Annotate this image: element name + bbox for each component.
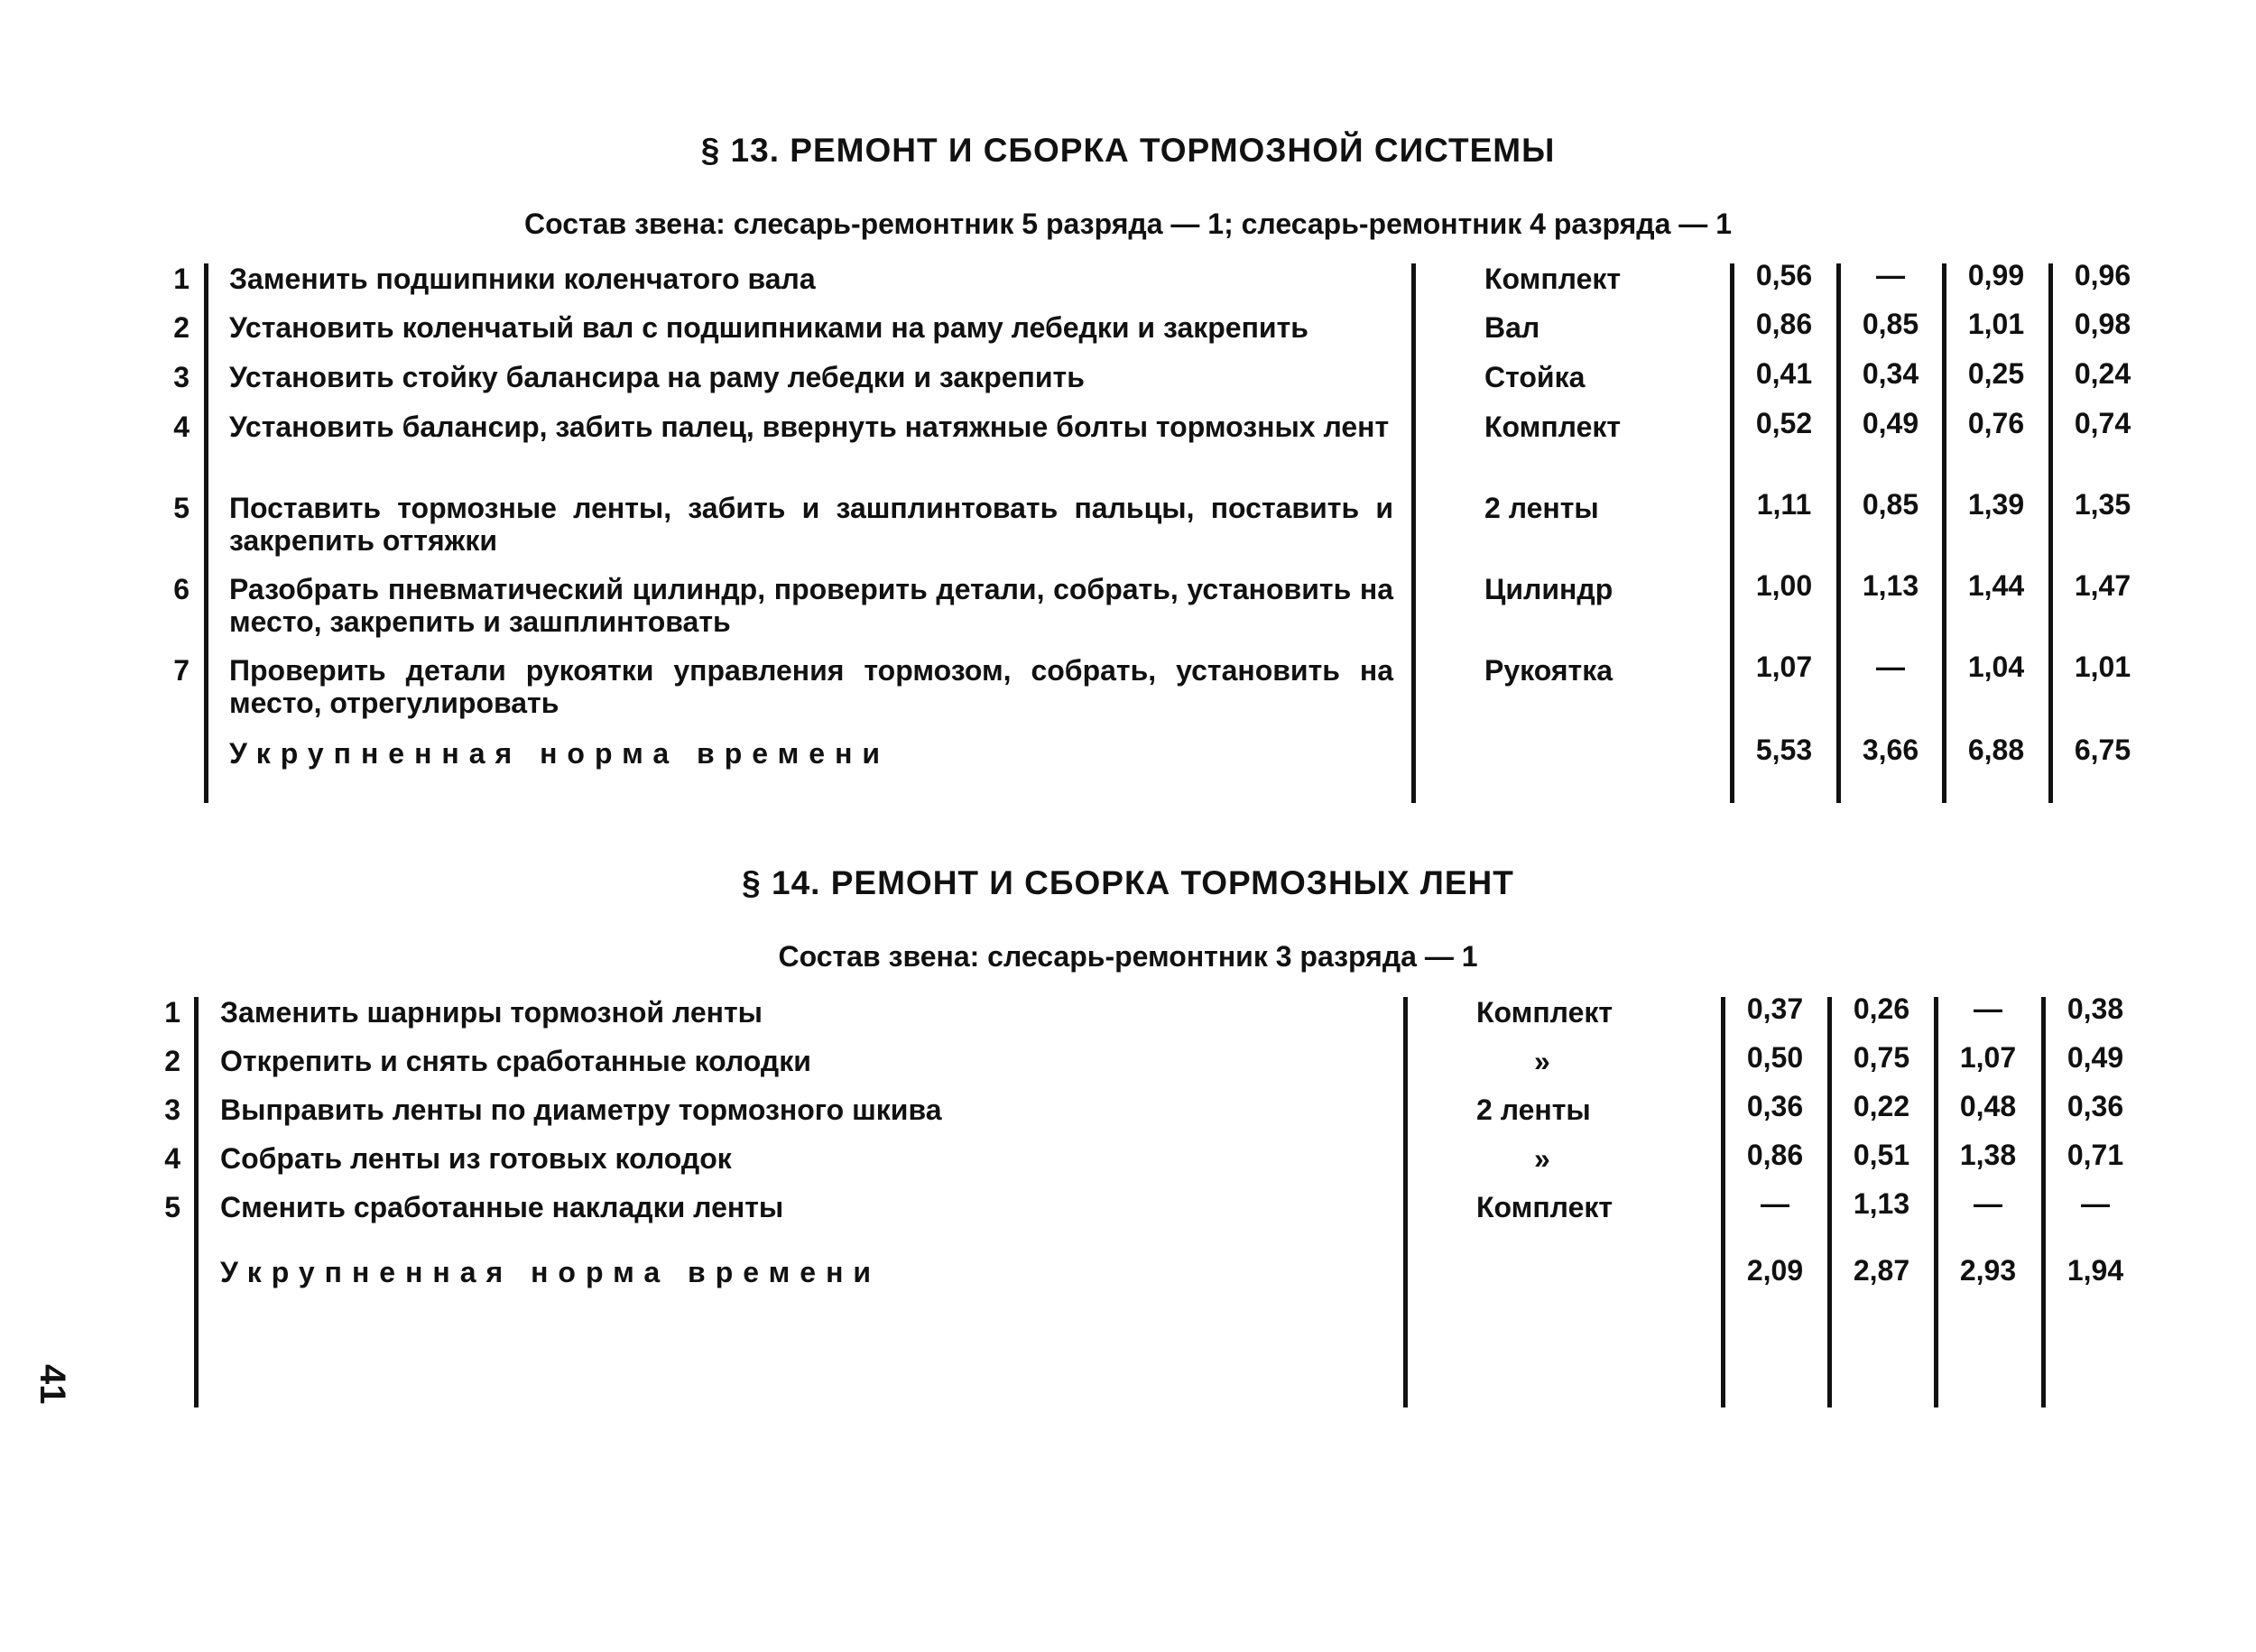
row-number: 2	[164, 1045, 180, 1077]
value-cell: 1,38	[1959, 1139, 2017, 1171]
page-number: 41	[32, 1364, 72, 1405]
value-cell: 0,38	[2066, 992, 2124, 1025]
row-number: 5	[164, 1191, 180, 1223]
value-cell: 0,25	[1967, 357, 2025, 390]
value-cell: 0,75	[1853, 1041, 1910, 1074]
total-value: 2,87	[1853, 1254, 1910, 1287]
value-cell: 1,01	[2074, 651, 2131, 683]
value-cell: 0,86	[1746, 1139, 1804, 1171]
value-cell: 0,49	[2066, 1041, 2124, 1074]
value-cell: 0,76	[1967, 407, 2025, 439]
total-value: 6,75	[2074, 734, 2131, 766]
rule	[1836, 263, 1841, 803]
value-cell: 0,74	[2074, 407, 2131, 439]
row-unit: Комплект	[1476, 996, 1613, 1029]
value-cell: 0,56	[1755, 259, 1813, 291]
value-cell: 1,01	[1967, 308, 2025, 340]
row-number: 6	[173, 573, 190, 605]
value-cell: 1,07	[1755, 651, 1813, 683]
row-description: Открепить и снять сработанные колодки	[220, 1045, 811, 1077]
row-number: 7	[173, 654, 190, 687]
row-number: 2	[173, 311, 190, 344]
row-unit: Вал	[1484, 311, 1540, 344]
rule	[1730, 263, 1734, 803]
value-cell: 1,13	[1853, 1187, 1910, 1220]
rule	[204, 263, 208, 803]
value-cell: 0,98	[2074, 308, 2131, 340]
row-description: Сменить сработанные накладки ленты	[220, 1191, 784, 1223]
row-description: Собрать ленты из готовых колодок	[220, 1142, 732, 1175]
value-cell: 0,24	[2074, 357, 2131, 390]
rule	[1403, 997, 1408, 1407]
row-unit: Комплект	[1476, 1191, 1613, 1223]
rule	[194, 997, 199, 1407]
value-cell: 1,07	[1959, 1041, 2017, 1074]
row-number: 4	[164, 1142, 180, 1175]
value-cell: 1,04	[1967, 651, 2025, 683]
value-cell: 0,48	[1959, 1090, 2017, 1122]
value-cell: 0,36	[1746, 1090, 1804, 1122]
value-cell: —	[1876, 259, 1905, 291]
row-unit: Цилиндр	[1484, 573, 1613, 605]
value-cell: 0,51	[1853, 1139, 1910, 1171]
row-unit: Комплект	[1484, 263, 1622, 295]
row-description: Установить балансир, забить палец, ввернуть натяжные болты тормозных лент	[229, 411, 1390, 443]
total-label: Укрупненная норма времени	[220, 1256, 882, 1288]
row-unit: Рукоятка	[1484, 654, 1613, 687]
row-unit: 2 ленты	[1484, 492, 1599, 524]
value-cell: 1,44	[1967, 569, 2025, 602]
row-description: Заменить шарниры тормозной ленты	[220, 996, 763, 1029]
total-value: 5,53	[1755, 734, 1813, 766]
value-cell: —	[1974, 1187, 2002, 1220]
row-description: Заменить подшипники коленчатого вала	[229, 263, 816, 295]
row-unit: »	[1534, 1045, 1550, 1077]
value-cell: 1,39	[1967, 488, 2025, 521]
row-number: 4	[173, 411, 190, 443]
value-cell: 0,50	[1746, 1041, 1804, 1074]
row-description: Установить стойку балансира на раму лебедки и закрепить	[229, 361, 1085, 393]
value-cell: 1,35	[2074, 488, 2131, 521]
total-value: 2,09	[1746, 1254, 1804, 1287]
value-cell: 1,47	[2074, 569, 2131, 602]
row-unit: Стойка	[1484, 361, 1586, 393]
row-number: 3	[164, 1094, 180, 1126]
section-13-title: § 13. РЕМОНТ И СБОРКА ТОРМОЗНОЙ СИСТЕМЫ	[700, 132, 1556, 169]
value-cell: —	[1761, 1187, 1789, 1220]
section-14-crew: Состав звена: слесарь-ремонтник 3 разряда — 1	[778, 940, 1478, 973]
total-value: 3,66	[1862, 734, 1919, 766]
value-cell: 0,22	[1853, 1090, 1910, 1122]
section-13-crew: Состав звена: слесарь-ремонтник 5 разряда — 1; слесарь-ремонтник 4 разряда — 1	[524, 208, 1732, 240]
row-description: Разобрать пневматический цилиндр, проверить детали, собрать, установить на место, закрепить и зашплинтовать	[229, 573, 1393, 638]
total-value: 1,94	[2066, 1254, 2124, 1287]
row-description: Поставить тормозные ленты, забить и зашплинтовать пальцы, поставить и закрепить оттяжки	[229, 492, 1393, 557]
value-cell: 1,11	[1756, 488, 1812, 521]
value-cell: 0,86	[1755, 308, 1813, 340]
row-description: Установить коленчатый вал с подшипниками на раму лебедки и закрепить	[229, 311, 1308, 344]
value-cell: 0,52	[1755, 407, 1813, 439]
value-cell: —	[2081, 1187, 2110, 1220]
row-unit: Комплект	[1484, 411, 1622, 443]
row-number: 1	[164, 996, 180, 1029]
total-value: 6,88	[1967, 734, 2025, 766]
row-unit: »	[1534, 1142, 1550, 1175]
row-number: 5	[173, 492, 190, 524]
section-14-title: § 14. РЕМОНТ И СБОРКА ТОРМОЗНЫХ ЛЕНТ	[742, 864, 1514, 901]
value-cell: 1,00	[1755, 569, 1813, 602]
value-cell: 0,37	[1746, 992, 1804, 1025]
rule	[1411, 263, 1416, 803]
value-cell: 0,96	[2074, 259, 2131, 291]
value-cell: 0,49	[1862, 407, 1919, 439]
row-description: Выправить ленты по диаметру тормозного шкива	[220, 1094, 942, 1126]
value-cell: 0,71	[2066, 1139, 2124, 1171]
value-cell: 0,34	[1862, 357, 1919, 390]
row-number: 1	[173, 263, 190, 295]
value-cell: 1,13	[1862, 569, 1919, 602]
value-cell: 0,36	[2066, 1090, 2124, 1122]
value-cell: —	[1876, 651, 1905, 683]
row-description: Проверить детали рукоятки управления тормозом, собрать, установить на место, отрегулировать	[229, 654, 1393, 719]
total-value: 2,93	[1959, 1254, 2017, 1287]
value-cell: 0,26	[1853, 992, 1910, 1025]
row-unit: 2 ленты	[1476, 1094, 1591, 1126]
value-cell: —	[1974, 992, 2002, 1025]
value-cell: 0,85	[1862, 308, 1919, 340]
value-cell: 0,99	[1967, 259, 2025, 291]
rule	[2048, 263, 2053, 803]
rule	[1942, 263, 1946, 803]
value-cell: 0,85	[1862, 488, 1919, 521]
value-cell: 0,41	[1755, 357, 1813, 390]
total-label: Укрупненная норма времени	[229, 737, 891, 770]
row-number: 3	[173, 361, 190, 393]
